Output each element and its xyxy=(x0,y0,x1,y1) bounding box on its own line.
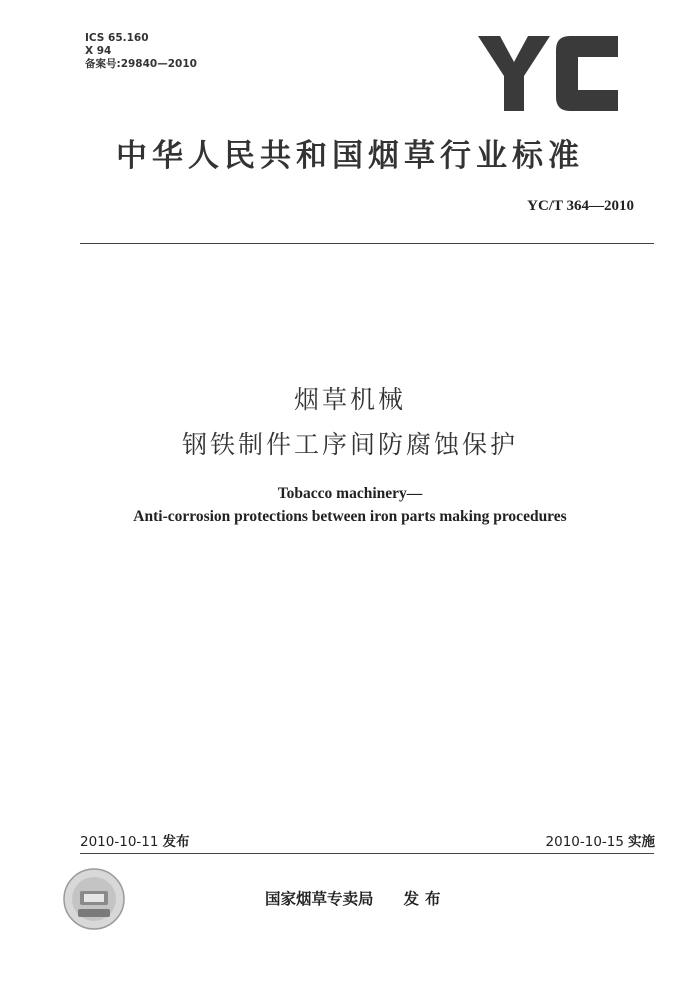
title-cn-line2: 钢铁制件工序间防腐蚀保护 xyxy=(181,430,518,459)
issuer-action: 发布 xyxy=(403,890,447,908)
standard-title: 中华人民共和国烟草行业标准 xyxy=(116,138,584,174)
issuer-name: 国家烟草专卖局 xyxy=(265,890,374,908)
title-en-line1: Tobacco machinery— xyxy=(277,485,423,502)
yc-logo xyxy=(478,36,618,111)
effective-date xyxy=(546,830,655,850)
issue-date xyxy=(80,830,189,850)
issue-date-label: 发布 xyxy=(162,834,190,850)
standard-code: YC/T 364—2010 xyxy=(527,198,634,214)
effective-date-label: 实施 xyxy=(628,834,655,850)
anti-counterfeit-seal-icon xyxy=(62,867,126,931)
logo-letter-y xyxy=(478,36,550,111)
title-en-line2: Anti-corrosion protections between iron parts making procedures xyxy=(133,508,567,525)
class-code: X 94 xyxy=(85,45,112,57)
issue-date-value: 2010-10-11 xyxy=(80,834,159,850)
logo-letter-c xyxy=(556,36,618,111)
top-divider xyxy=(80,243,654,244)
issuer xyxy=(265,887,447,909)
header-meta xyxy=(85,32,197,71)
filing-number: 备案号:29840—2010 xyxy=(85,58,197,70)
ics-code: ICS 65.160 xyxy=(85,32,149,44)
bottom-divider xyxy=(80,853,654,854)
title-cn-line1: 烟草机械 xyxy=(293,385,406,414)
effective-date-value: 2010-10-15 xyxy=(545,834,624,850)
